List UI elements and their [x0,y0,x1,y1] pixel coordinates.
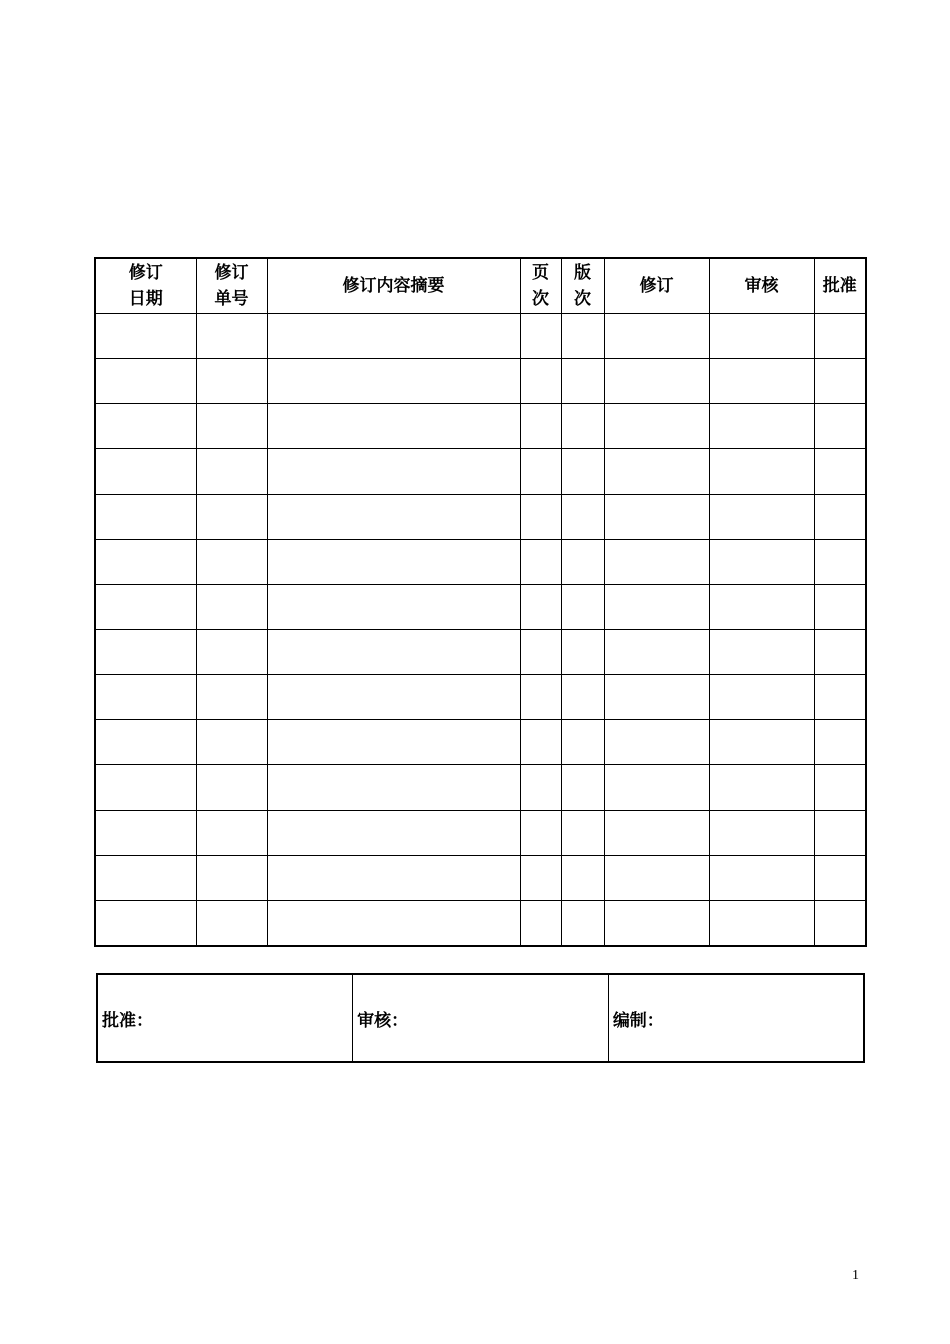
header-text: 单号 [214,289,249,309]
page-number: 1 [852,1268,859,1283]
table-row [95,765,866,810]
table-cell[interactable] [95,810,196,855]
table-cell[interactable] [267,494,520,539]
approve-label: 批准： [102,1010,153,1031]
table-cell[interactable] [604,539,709,584]
table-cell[interactable] [709,449,814,494]
table-cell[interactable] [561,359,604,404]
table-cell[interactable] [95,855,196,900]
table-cell[interactable] [561,449,604,494]
table-cell[interactable] [604,675,709,720]
table-cell[interactable] [561,314,604,359]
table-cell[interactable] [561,900,604,946]
table-cell[interactable] [520,720,561,765]
header-text: 审核 [744,276,779,296]
table-cell[interactable] [196,449,267,494]
table-row [95,359,866,404]
table-cell[interactable] [520,359,561,404]
table-cell[interactable] [95,494,196,539]
table-row [95,900,866,946]
header-revision-summary [267,258,520,314]
table-cell[interactable] [709,314,814,359]
table-cell[interactable] [520,404,561,449]
table-cell[interactable] [196,314,267,359]
prepare-label: 编制： [612,1010,664,1031]
table-cell[interactable] [814,314,866,359]
table-cell[interactable] [95,900,196,946]
header-reviser [604,258,709,314]
table-cell[interactable] [267,900,520,946]
header-text: 修订 [214,263,249,283]
table-cell[interactable] [520,314,561,359]
table-cell[interactable] [520,855,561,900]
table-cell[interactable] [709,720,814,765]
table-cell[interactable] [709,855,814,900]
header-text: 次 [532,289,549,309]
review-label: 审核： [357,1010,409,1031]
table-cell[interactable] [561,539,604,584]
table-cell[interactable] [196,900,267,946]
prepare-cell[interactable] [608,974,864,1062]
signature-table [96,973,865,1063]
table-cell[interactable] [814,765,866,810]
table-cell[interactable] [267,584,520,629]
table-cell[interactable] [267,629,520,674]
header-revision-number [196,258,267,314]
table-row [95,404,866,449]
table-cell[interactable] [561,810,604,855]
table-cell[interactable] [561,675,604,720]
table-cell[interactable] [604,449,709,494]
table-cell[interactable] [267,449,520,494]
table-cell[interactable] [709,404,814,449]
header-text: 修订内容摘要 [342,276,445,296]
table-cell[interactable] [709,675,814,720]
table-cell[interactable] [709,629,814,674]
header-text: 日期 [128,289,163,309]
header-reviewer [709,258,814,314]
table-cell[interactable] [604,855,709,900]
table-cell[interactable] [814,810,866,855]
table-cell[interactable] [604,404,709,449]
table-cell[interactable] [561,404,604,449]
table-row [95,584,866,629]
table-cell[interactable] [95,404,196,449]
table-cell[interactable] [604,900,709,946]
signature-row [97,974,864,1062]
table-cell[interactable] [95,675,196,720]
table-cell[interactable] [95,720,196,765]
table-cell[interactable] [196,494,267,539]
table-cell[interactable] [604,584,709,629]
header-text: 版 [574,263,591,283]
header-text: 页 [532,263,549,283]
table-cell[interactable] [709,900,814,946]
header-text: 修订 [639,276,674,296]
table-cell[interactable] [520,765,561,810]
table-cell[interactable] [814,539,866,584]
header-revision-date [95,258,196,314]
table-cell[interactable] [604,359,709,404]
table-cell[interactable] [561,629,604,674]
table-cell[interactable] [196,584,267,629]
table-cell[interactable] [95,314,196,359]
table-cell[interactable] [561,584,604,629]
table-cell[interactable] [709,810,814,855]
header-text: 修订 [128,263,163,283]
table-cell[interactable] [814,359,866,404]
table-cell[interactable] [520,539,561,584]
table-cell[interactable] [95,584,196,629]
table-cell[interactable] [520,584,561,629]
table-cell[interactable] [196,359,267,404]
table-row [95,494,866,539]
table-cell[interactable] [95,629,196,674]
header-text: 次 [574,289,591,309]
table-cell[interactable] [709,359,814,404]
table-cell[interactable] [814,404,866,449]
table-cell[interactable] [561,720,604,765]
table-cell[interactable] [267,720,520,765]
table-cell[interactable] [814,629,866,674]
table-cell[interactable] [267,675,520,720]
table-cell[interactable] [709,539,814,584]
table-cell[interactable] [196,855,267,900]
table-cell[interactable] [814,584,866,629]
table-row [95,629,866,674]
table-cell[interactable] [196,765,267,810]
revision-table-body [95,314,866,947]
table-cell[interactable] [814,720,866,765]
approve-cell[interactable] [97,974,353,1062]
table-row [95,855,866,900]
table-cell[interactable] [561,494,604,539]
table-cell[interactable] [604,720,709,765]
table-cell[interactable] [520,629,561,674]
table-cell[interactable] [814,494,866,539]
table-cell[interactable] [709,765,814,810]
table-cell[interactable] [267,314,520,359]
table-cell[interactable] [95,449,196,494]
table-cell[interactable] [267,855,520,900]
table-cell[interactable] [196,675,267,720]
table-cell[interactable] [561,765,604,810]
table-cell[interactable] [520,675,561,720]
table-cell[interactable] [814,855,866,900]
table-cell[interactable] [814,900,866,946]
table-row [95,539,866,584]
table-cell[interactable] [561,855,604,900]
review-cell[interactable] [353,974,609,1062]
table-cell[interactable] [196,810,267,855]
table-header-row [95,258,866,314]
table-cell[interactable] [95,539,196,584]
table-cell[interactable] [604,810,709,855]
header-version [561,258,604,314]
table-cell[interactable] [520,810,561,855]
table-cell[interactable] [520,900,561,946]
table-cell[interactable] [196,720,267,765]
table-row [95,675,866,720]
table-cell[interactable] [95,359,196,404]
table-cell[interactable] [604,314,709,359]
table-cell[interactable] [814,449,866,494]
table-cell[interactable] [267,404,520,449]
table-cell[interactable] [196,629,267,674]
table-cell[interactable] [604,629,709,674]
table-cell[interactable] [95,765,196,810]
table-cell[interactable] [267,765,520,810]
header-page [520,258,561,314]
table-cell[interactable] [520,449,561,494]
table-cell[interactable] [267,539,520,584]
revision-record-table [94,257,867,947]
table-cell[interactable] [709,494,814,539]
table-cell[interactable] [604,494,709,539]
header-approver [814,258,866,314]
table-row [95,720,866,765]
table-row [95,810,866,855]
table-cell[interactable] [604,765,709,810]
table-cell[interactable] [267,359,520,404]
table-row [95,314,866,359]
table-cell[interactable] [709,584,814,629]
header-text: 批准 [822,276,857,296]
table-cell[interactable] [196,404,267,449]
table-cell[interactable] [520,494,561,539]
table-row [95,449,866,494]
table-cell[interactable] [267,810,520,855]
table-cell[interactable] [814,675,866,720]
table-cell[interactable] [196,539,267,584]
